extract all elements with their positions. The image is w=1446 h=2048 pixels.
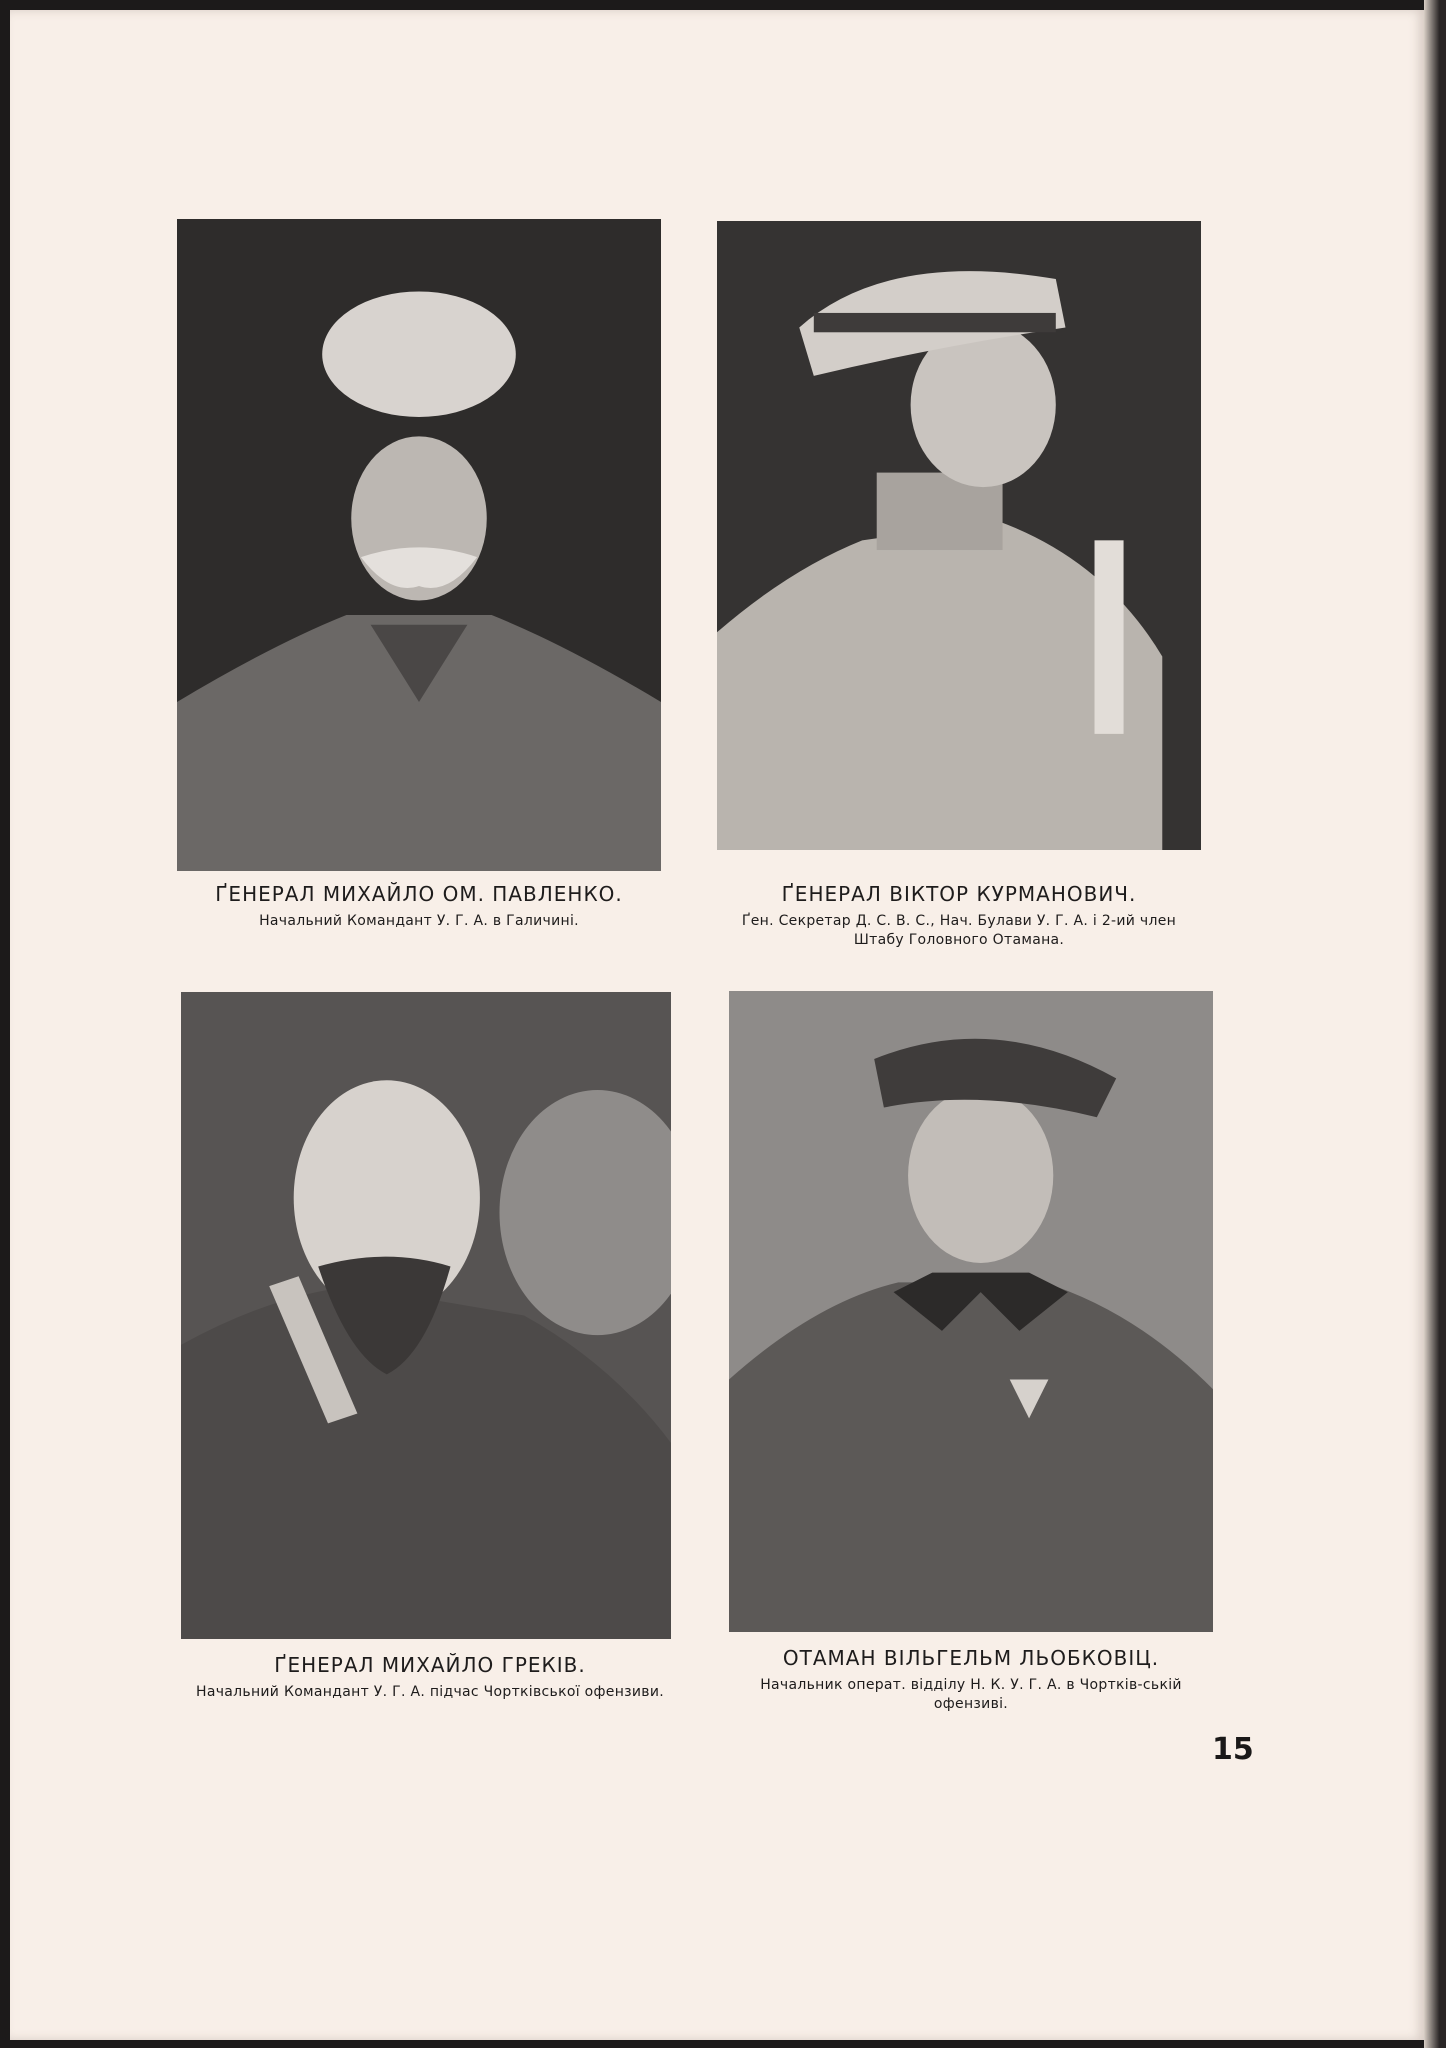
portrait-caption-lobkovic	[729, 1646, 1213, 1714]
portrait-caption-grekiv	[185, 1653, 675, 1702]
portrait-photo-kurmanovych	[717, 221, 1201, 850]
portrait-photo-lobkovic	[729, 991, 1213, 1632]
portrait-description: Начальник операт. відділу Н. К. У. Г. А. в Чортків-ській офензиві.	[760, 1677, 1182, 1712]
portrait-description: Начальний Командант У. Г. А. в Галичині.	[259, 913, 579, 929]
portrait-name: ҐЕНЕРАЛ МИХАЙЛО ГРЕКІВ.	[274, 1653, 586, 1677]
portrait-name: ҐЕНЕРАЛ ВІКТОР КУРМАНОВИЧ.	[781, 882, 1137, 906]
portrait-description: Ґен. Секретар Д. С. В. С., Нач. Булави У. Г. А. і 2-ий член Штабу Головного Отамана.	[741, 913, 1177, 948]
portrait-caption-kurmanovych	[717, 882, 1201, 950]
portrait-name: ОТАМАН ВІЛЬГЕЛЬМ ЛЬОБКОВІЦ.	[782, 1646, 1160, 1670]
portrait-photo-grekiv	[181, 992, 671, 1639]
portrait-photo-pavlenko	[177, 219, 661, 871]
book-spine-edge	[1424, 0, 1446, 2048]
portrait-caption-pavlenko	[177, 882, 661, 931]
portrait-description: Начальний Командант У. Г. А. підчас Чортківської офензиви.	[196, 1684, 664, 1700]
document-page	[10, 10, 1425, 2040]
page-number: 15	[1212, 1732, 1254, 1767]
portrait-name: ҐЕНЕРАЛ МИХАЙЛО ОМ. ПАВЛЕНКО.	[215, 882, 623, 906]
